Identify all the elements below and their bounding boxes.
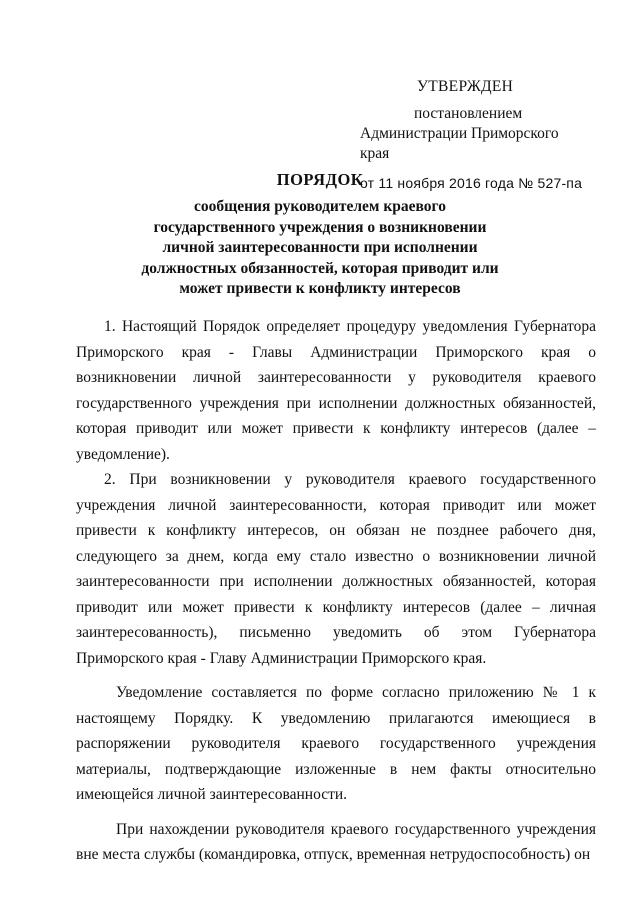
- approval-title: УТВЕРЖДЕН: [417, 78, 514, 95]
- paragraph-4: При нахождении руководителя краевого государственного учреждения вне места службы (командировка, отпуск, временная нетрудоспособность) он: [76, 820, 596, 863]
- subtitle-line: личной заинтересованности при исполнении: [162, 239, 478, 256]
- subtitle-line: государственного учреждения о возникновении: [153, 218, 487, 236]
- approval-line-1: постановлением: [414, 105, 523, 122]
- paragraph-2: 2. При возникновении у руководителя краевого государственного учреждения личной заинтересованности, которая приводит или может привести к конфликту интересов, он обязан не позднее рабочего дня, следующего за днем, когда ему стало известно о возникновении личной заинтересованности при исполнении должностных обязанностей, которая приводит или может привести к конфликту интересов (далее – личная заинтересованность), письменно уведомить об этом Губернатора Приморского края - Главу Администрации Приморского края.: [76, 471, 596, 667]
- subtitle-line: должностных обязанностей, которая приводит или: [141, 259, 499, 277]
- document-body: [76, 314, 596, 868]
- subtitle-line: сообщения руководителем краевого: [194, 198, 446, 215]
- subtitle-line: может привести к конфликту интересов: [179, 280, 461, 297]
- paragraph-1: 1. Настоящий Порядок определяет процедуру уведомления Губернатора Приморского края - Главы Администрации Приморского края о возникновении личной заинтересованности у руководителя краевого государственного учреждения при исполнении должностных обязанностей, которая приводит или может привести к конфликту интересов (далее – уведомление).: [76, 318, 596, 463]
- paragraph-3: Уведомление составляется по форме согласно приложению № 1 к настоящему Порядку. К уведомлению прилагаются имеющиеся в распоряжении руководителя краевого государственного учреждения материалы, подтверждающие изложенные в нем факты относительно имеющейся личной заинтересованности.: [76, 684, 596, 803]
- approval-line-2: Администрации Приморского края: [360, 125, 559, 162]
- document-title: ПОРЯДОК: [276, 170, 364, 189]
- document-subtitle: [0, 197, 640, 300]
- approval-date: от 11 ноября 2016 года № 527-па: [360, 175, 583, 191]
